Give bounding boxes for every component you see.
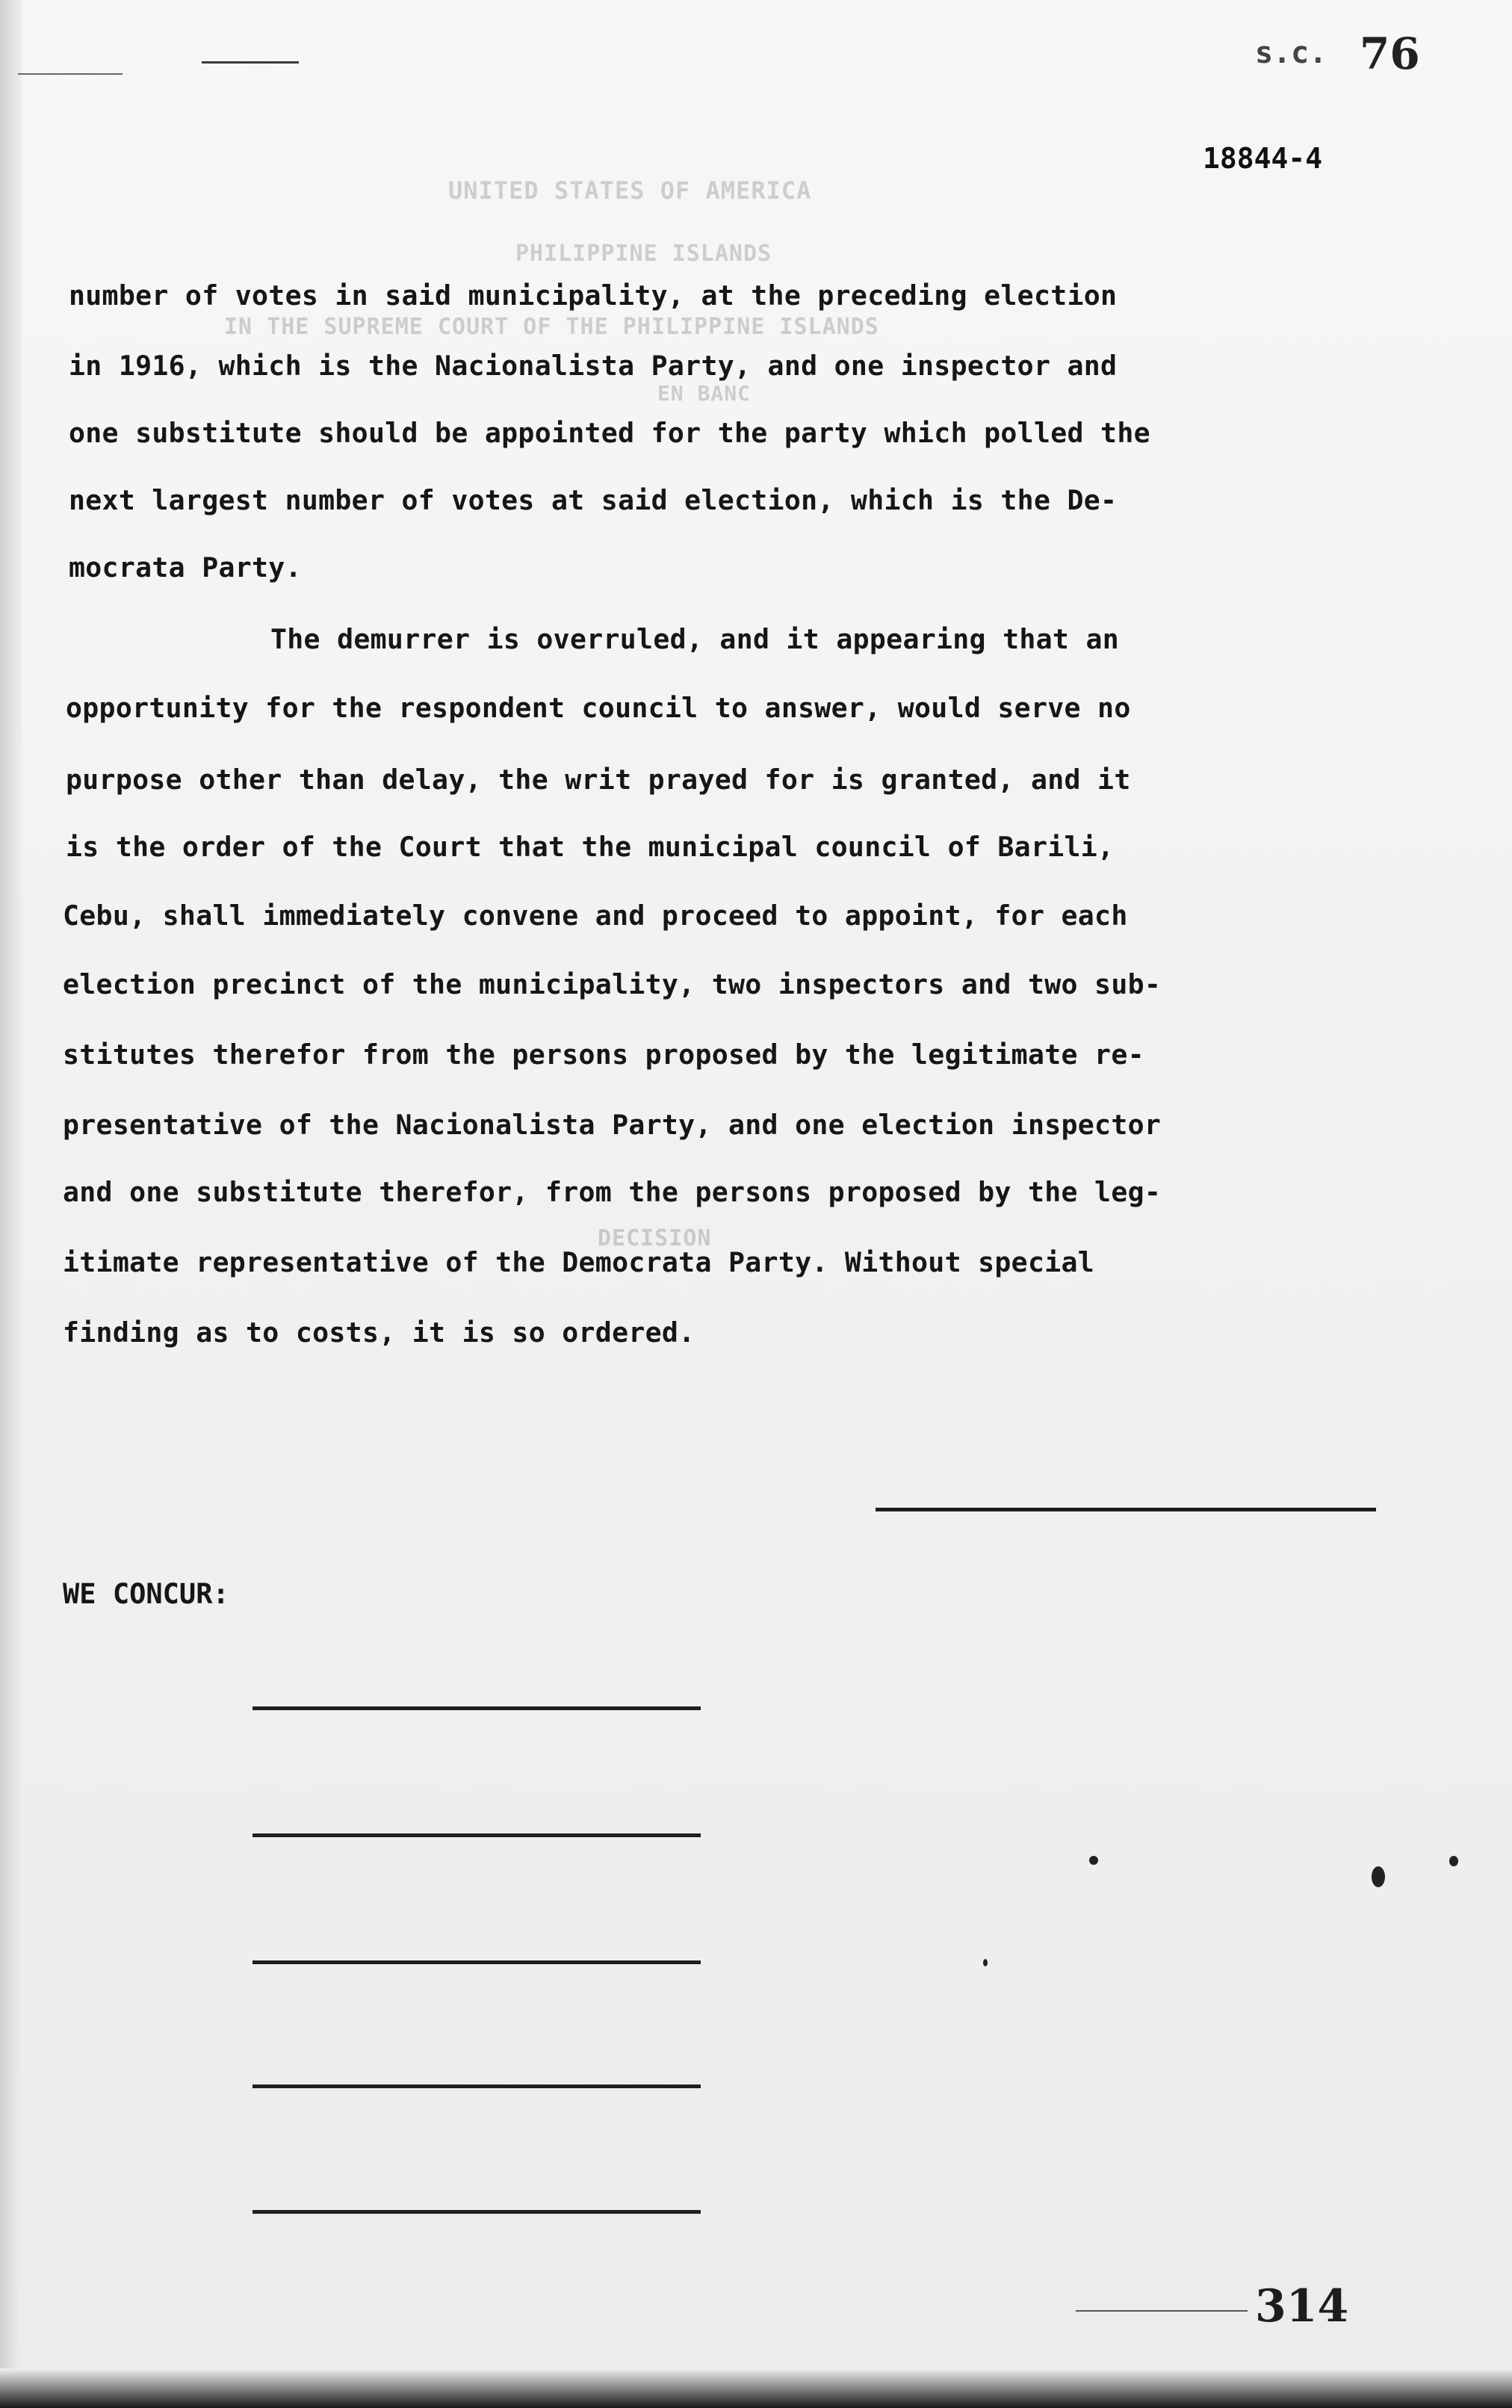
concur-label: WE CONCUR: [63,1578,229,1610]
decision-underline [876,1508,1376,1511]
body-line-10: Cebu, shall immediately convene and proceed to appoint, for each [63,900,1128,932]
body-line-15: itimate representative of the Democrata Party. Without special [63,1246,1095,1278]
signature-line-4 [252,2084,701,2088]
signature-line-2 [252,1833,701,1837]
page-mark: s.c. [1255,36,1327,70]
ink-speck [1089,1856,1098,1865]
body-line-5: mocrata Party. [69,551,302,584]
body-line-2: in 1916, which is the Nacionalista Party, and one inspector and [69,350,1118,382]
body-line-11: election precinct of the municipality, two inspectors and two sub- [63,968,1162,1000]
ghost-heading-1: UNITED STATES OF AMERICA [448,176,812,205]
film-edge-bottom [0,2368,1512,2408]
ink-speck [983,1959,988,1966]
ghost-decision-label: DECISION [598,1225,712,1251]
document-number: 18844-4 [1203,142,1323,175]
bottom-rule-mark [1076,2310,1248,2312]
body-line-7: opportunity for the respondent council to answer, would serve no [66,692,1131,724]
top-left-mark [18,73,123,75]
signature-line-3 [252,1960,701,1964]
signature-line-5 [252,2210,701,2214]
body-line-8: purpose other than delay, the writ prayed for is granted, and it [66,764,1131,796]
body-line-9: is the order of the Court that the municipal council of Barili, [66,831,1115,863]
top-rule-mark [202,61,299,64]
body-line-4: next largest number of votes at said election, which is the De- [69,484,1118,516]
ink-speck [1449,1856,1458,1866]
body-line-12: stitutes therefor from the persons proposed by the legitimate re- [63,1039,1144,1071]
film-edge-left [0,0,22,2408]
body-line-3: one substitute should be appointed for the party which polled the [69,417,1150,449]
body-line-14: and one substitute therefor, from the persons proposed by the leg- [63,1176,1162,1208]
body-line-1: number of votes in said municipality, at the preceding election [69,279,1118,312]
body-line-16: finding as to costs, it is so ordered. [63,1316,695,1349]
ghost-heading-4: EN BANC [657,381,752,406]
signature-line-1 [252,1706,701,1710]
stamp-number: 314 [1255,2280,1349,2333]
body-line-6: The demurrer is overruled, and it appearing that an [270,623,1120,655]
ghost-heading-2: PHILIPPINE ISLANDS [515,241,772,267]
ghost-heading-3: IN THE SUPREME COURT OF THE PHILIPPINE ISLANDS [224,314,879,340]
ink-speck [1372,1866,1385,1887]
body-line-13: presentative of the Nacionalista Party, and one election inspector [63,1109,1162,1141]
page-number: 76 [1360,28,1420,79]
